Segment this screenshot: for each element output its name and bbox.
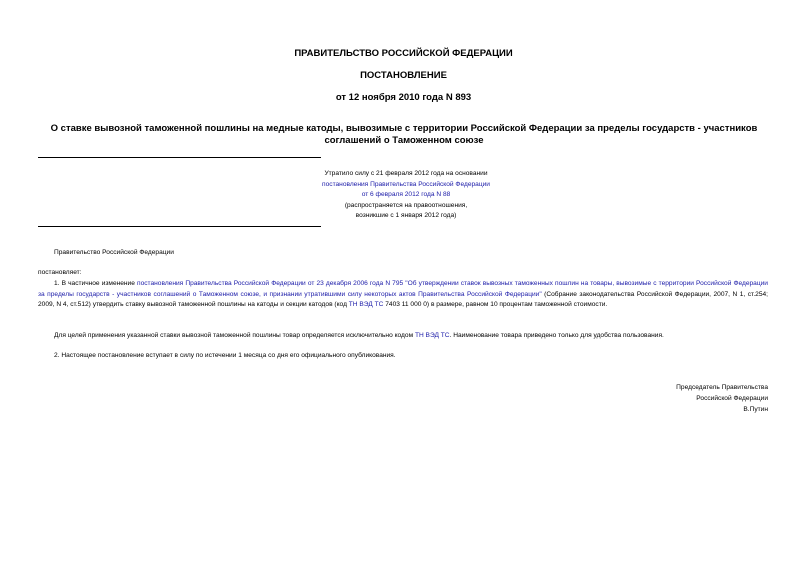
document-date-number: от 12 ноября 2010 года N 893	[335, 92, 472, 103]
paragraph-2	[38, 331, 768, 342]
status-note-line: возникшие с 1 января 2012 года)	[355, 212, 457, 219]
document-title: О ставке вывозной таможенной пошлины на медные катоды, вывозимые с территории Российской Федерации за пределы государств - участников соглашений о Таможенном союзе	[50, 123, 758, 146]
top-divider	[38, 157, 321, 158]
status-note-line: Утратило силу с 21 февраля 2012 года на основании	[324, 170, 488, 177]
paragraph-1-end: 7403 11 000 0) в размере, равном 10 процентам таможенной стоимости.	[383, 301, 608, 308]
paragraph-1	[38, 279, 768, 311]
paragraph-3	[38, 351, 768, 362]
decree-795-link[interactable]: постановления Правительства Российской Федерации от 23 декабря 2006 года N 795 "Об утверждении ставок вывозных таможенных пошлин на товары, вывозимые с территории Российской Федерации за пределы государств - участников соглашений о Таможенном союзе, и признании утратившими силу некоторых актов Правительства Российской Федерации"	[38, 280, 768, 298]
bottom-divider	[38, 226, 321, 227]
tn-ved-code-link[interactable]: ТН ВЭД ТС	[348, 301, 384, 308]
decrees-text: постановляет:	[38, 269, 82, 276]
signature-country: Российской Федерации	[696, 395, 768, 402]
issuer-text: Правительство Российской Федерации	[54, 249, 174, 256]
signature-name: В.Путин	[743, 406, 768, 413]
document-type: ПОСТАНОВЛЕНИЕ	[360, 70, 447, 81]
repeal-decree-link[interactable]: постановления Правительства Российской Федерации	[322, 180, 490, 188]
status-note	[296, 169, 516, 222]
status-note-line: (распространяется на правоотношения,	[344, 201, 468, 209]
signature-block	[560, 382, 768, 415]
paragraph-2-start: Для целей применения указанной ставки вывозной таможенной пошлины товар определяется исключительно кодом	[54, 332, 415, 339]
paragraph-2-end: . Наименование товара приведено только для удобства пользования.	[449, 332, 664, 339]
paragraph-3-text: 2. Настоящее постановление вступает в силу по истечении 1 месяца со дня его официального опубликования.	[54, 352, 396, 359]
government-heading: ПРАВИТЕЛЬСТВО РОССИЙСКОЙ ФЕДЕРАЦИИ	[294, 48, 513, 59]
paragraph-1-start: 1. В частичное изменение	[54, 280, 138, 287]
paragraph-1-mid: (Собрание законодательства Российской Федерации, 2007, N 1, ст.254; 2009, N 4, ст.512) утвердить ставку вывозной таможенной пошлины на катоды и секции катодов (код	[38, 290, 768, 308]
tn-ved-link[interactable]: ТН ВЭД ТС	[414, 332, 450, 339]
repeal-decree-date-link[interactable]: от 6 февраля 2012 года N 88	[361, 191, 451, 198]
signature-position: Председатель Правительства	[676, 384, 768, 391]
